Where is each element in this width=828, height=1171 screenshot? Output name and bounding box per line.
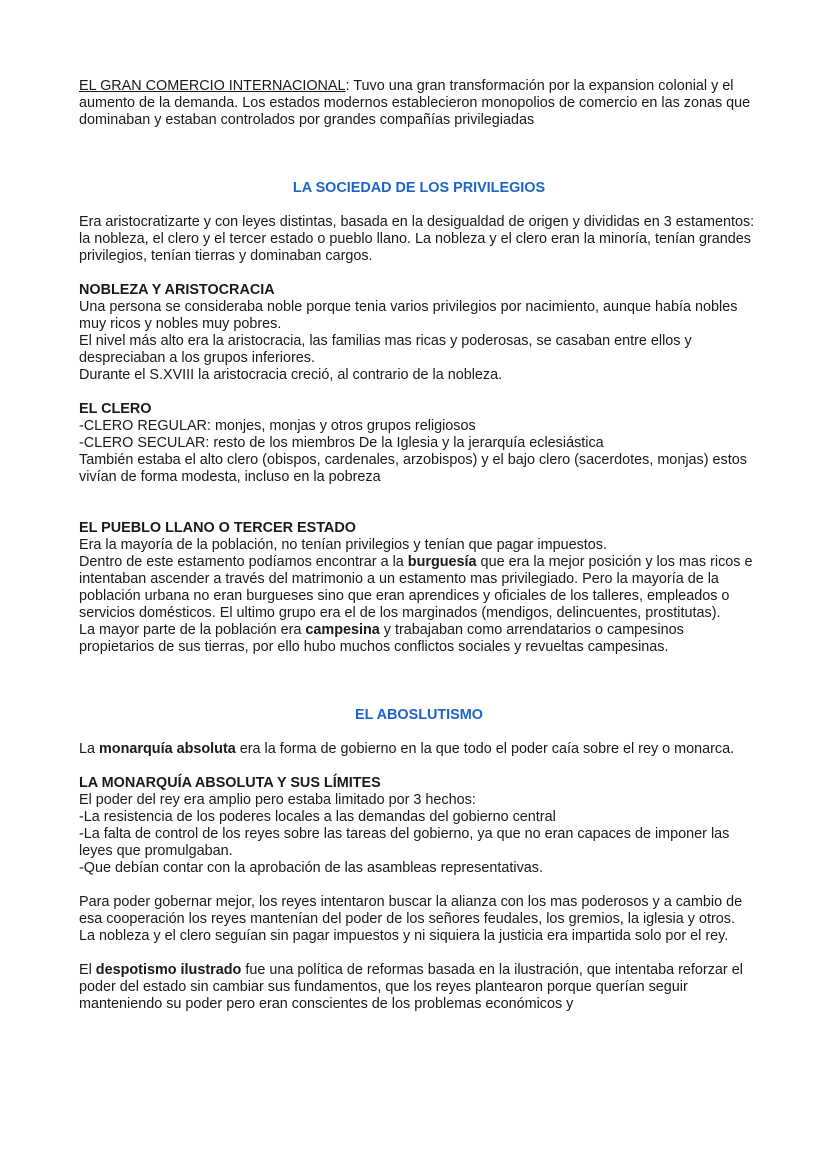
heading-nobleza: NOBLEZA Y ARISTOCRACIA: [79, 282, 275, 298]
sociedad-intro: Era aristocratizarte y con leyes distintas, basada en la desigualdad de origen y divididas en 3 estamentos: la nobleza, el clero y el tercer estado o pueblo llano. La nobleza y el clero eran la minoría, tenían grandes privilegios, tenían tierras y dominaban cargos.: [79, 214, 755, 264]
limites-line: El poder del rey era amplio pero estaba limitado por 3 hechos:: [79, 792, 476, 808]
text-run: La mayor parte de la población era: [79, 622, 306, 638]
limites-line: -La falta de control de los reyes sobre las tareas del gobierno, ya que no eran capaces de imponer las leyes que promulgaban.: [79, 826, 730, 859]
text-run: La: [79, 741, 100, 757]
pueblo-campesina-paragraph: [79, 622, 759, 656]
limites-line: -Que debían contar con la aprobación de las asambleas representativas.: [79, 860, 543, 876]
section-title-absolutismo: EL ABOSLUTISMO: [355, 707, 483, 723]
heading-clero: EL CLERO: [79, 401, 152, 417]
nobleza-line: El nivel más alto era la aristocracia, las familias mas ricas y poderosas, se casaban entre ellos y despreciaban a los grupos inferiores.: [79, 333, 692, 366]
bold-term-burguesia: burguesía: [407, 554, 477, 570]
text-run: fue una política de reformas basada en la ilustración, que intentaba reforzar el poder del estado sin cambiar sus fundamentos, que los reyes plantearon porque querían seguir manteniendo su poder pero eran conscientes de los problemas económicos y: [79, 962, 743, 1012]
bold-term-campesina: campesina: [305, 622, 380, 638]
alianza-paragraph: La nobleza y el clero seguían sin pagar impuestos y ni siquiera la justicia era impartida solo por el rey.: [79, 928, 729, 944]
clero-line: -CLERO REGULAR: monjes, monjas y otros grupos religiosos: [79, 418, 476, 434]
text-run: que era la mejor posición y los mas ricos e intentaban ascender a través del matrimonio a un estamento mas privilegiado. Pero la mayoría de la población urbana no eran burgueses sino que eran aprendices y oficiales de los talleres, empleados o servicios domésticos. El ultimo grupo era el de los marginados (mendigos, delincuentes, prostitutas).: [79, 554, 753, 621]
clero-line: También estaba el alto clero (obispos, cardenales, arzobispos) y el bajo clero (sacerdotes, monjas) estos vivían de forma modesta, incluso en la pobreza: [79, 452, 747, 485]
text-run: y trabajaban como arrendatarios o campesinos propietarios de sus tierras, por ello hubo muchos conflictos sociales y revueltas campesinas.: [79, 622, 684, 655]
text-run: El: [79, 962, 96, 978]
despotismo-paragraph: [79, 962, 759, 1013]
intro-paragraph: [79, 78, 759, 129]
intro-text: : Tuvo una gran transformación por la expansion colonial y el aumento de la demanda. Los estados modernos establecieron monopolios de comercio en las zonas que dominaban y estaban controlados por grandes compañías privilegiadas: [79, 78, 751, 128]
heading-pueblo-llano: EL PUEBLO LLANO O TERCER ESTADO: [79, 520, 356, 536]
pueblo-line: Era la mayoría de la población, no tenían privilegios y tenían que pagar impuestos.: [79, 537, 607, 553]
nobleza-line: Durante el S.XVIII la aristocracia creció, al contrario de la nobleza.: [79, 367, 503, 383]
nobleza-line: Una persona se consideraba noble porque tenia varios privilegios por nacimiento, aunque había nobles muy ricos y nobles muy pobres.: [79, 299, 738, 332]
document-page: [79, 78, 759, 1013]
text-run: Dentro de este estamento podíamos encontrar a la: [79, 554, 408, 570]
section-title-sociedad: LA SOCIEDAD DE LOS PRIVILEGIOS: [292, 180, 546, 196]
intro-label: EL GRAN COMERCIO INTERNACIONAL: [79, 78, 346, 94]
bold-term-despotismo: despotismo ilustrado: [95, 962, 242, 978]
heading-limites: LA MONARQUÍA ABSOLUTA Y SUS LÍMITES: [79, 775, 381, 791]
alianza-paragraph: Para poder gobernar mejor, los reyes intentaron buscar la alianza con los mas poderosos y a cambio de esa cooperación los reyes mantenían del poder de los señores feudales, los gremios, la iglesia y otros.: [79, 894, 743, 927]
clero-line: -CLERO SECULAR: resto de los miembros De la Iglesia y la jerarquía eclesiástica: [79, 435, 604, 451]
text-run: era la forma de gobierno en la que todo el poder caía sobre el rey o monarca.: [235, 741, 735, 757]
pueblo-burguesia-paragraph: [79, 554, 759, 622]
limites-line: -La resistencia de los poderes locales a las demandas del gobierno central: [79, 809, 556, 825]
bold-term-monarquia: monarquía absoluta: [99, 741, 236, 757]
absolutismo-intro: [79, 741, 759, 758]
